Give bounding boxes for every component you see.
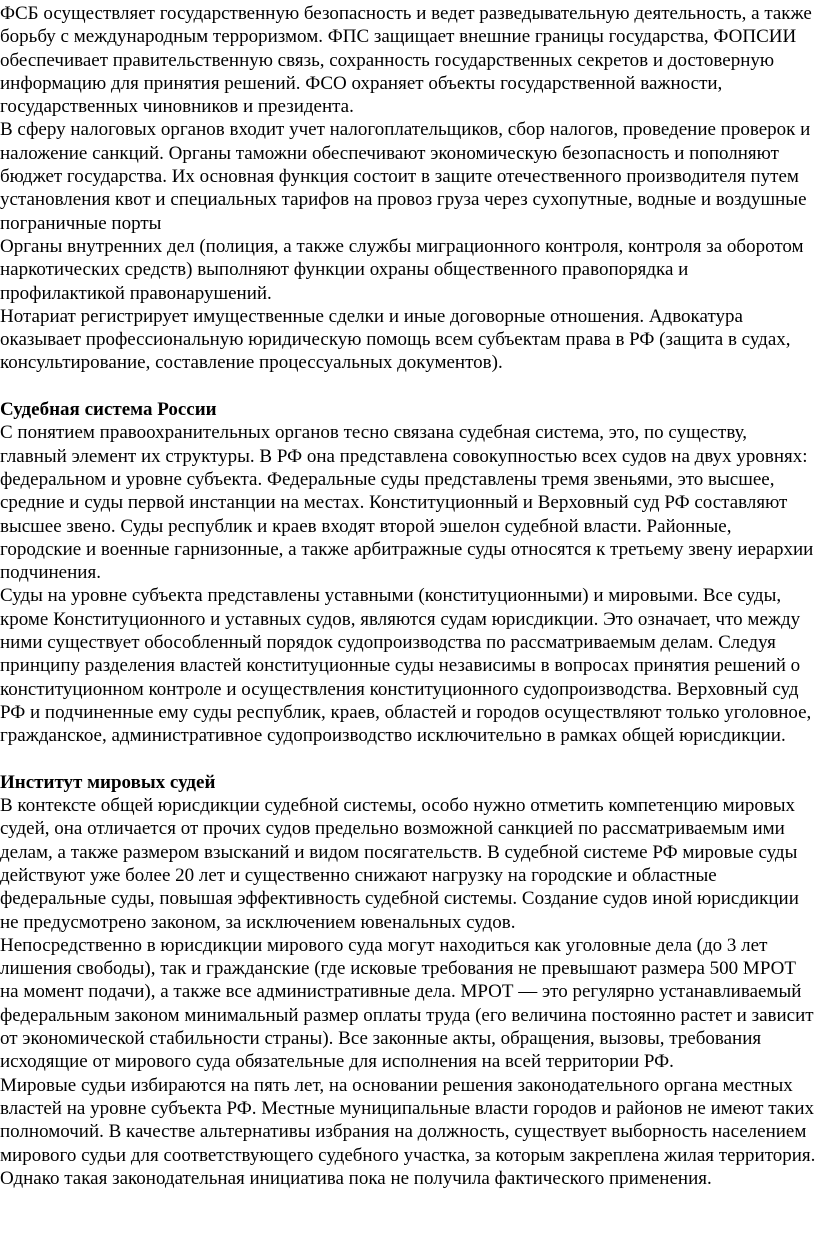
heading-magistrates: Институт мировых судей [0,771,216,793]
paragraph-internal-affairs: Органы внутренних дел (полиция, а также службы миграционного контроля, контроля за оборотом наркотических средств) выполняют функции охраны общественного правопорядка и профилактикой правонарушений. [0,235,804,304]
blank-line [0,375,816,398]
paragraph-court-structure: С понятием правоохранительных органов тесно связана судебная система, это, по существу, главный элемент их структуры. В РФ она представлена совокупностью всех судов на двух уровнях: федеральном и уровне субъекта. Федеральные суды представлены тремя звеньями, это высшее, средние и суды первой инстанции на местах. Конституционный и Верховный суд РФ составляют высшее звено. Суды республик и краев входят второй эшелон судебной власти. Районные, городские и военные гарнизонные, а также арбитражные суды относятся к третьему звену иерархии подчинения. [0,422,814,584]
paragraph-magistrate-election: Мировые судьи избираются на пять лет, на основании решения законодательного органа местных властей на уровне субъекта РФ. Местные муниципальные власти городов и районов не имеют таких полномочий. В качестве альтернативы избрания на должность, существует выборность населением мирового судьи для соответствующего судебного участка, за которым закреплена жилая территория. Однако такая законодательная инициатива пока не получила фактического применения. [0,1074,816,1189]
heading-judicial-system: Судебная система России [0,399,217,421]
blank-line [0,748,816,771]
paragraph-security-services: ФСБ осуществляет государственную безопасность и ведет разведывательную деятельность, а также борьбу с международным терроризмом. ФПС защищает внешние границы государства, ФОПСИИ обеспечивает правительственную связь, сохранность государственных секретов и достоверную информацию для принятия решений. ФСО охраняет объекты государственной важности, государственных чиновников и президента. [0,3,812,118]
paragraph-tax-customs: В сферу налоговых органов входит учет налогоплательщиков, сбор налогов, проведение проверок и наложение санкций. Органы таможни обеспечивают экономическую безопасность и пополняют бюджет государства. Их основная функция состоит в защите отечественного производителя путем установления квот и специальных тарифов на провоз груза через сухопутные, водные и воздушные пограничные порты [0,119,811,234]
paragraph-notary-advocacy: Нотариат регистрирует имущественные сделки и иные договорные отношения. Адвокатура оказывает профессиональную юридическую помощь всем субъектам права в РФ (защита в судах, консультирование, составление процессуальных документов). [0,305,791,374]
paragraph-magistrate-jurisdiction: Непосредственно в юрисдикции мирового суда могут находиться как уголовные дела (до 3 лет лишения свободы), так и гражданские (где исковые требования не превышают размера 500 МРОТ на момент подачи), а также все административные дела. МРОТ — это регулярно устанавливаемый федеральным законом минимальный размер оплаты труда (его величина постоянно растет и зависит от экономической стабильности страны). Все законные акты, обращения, вызовы, требования исходящие от мирового суда обязательные для исполнения на всей территории РФ. [0,934,814,1073]
paragraph-magistrate-competence: В контексте общей юрисдикции судебной системы, особо нужно отметить компетенцию мировых судей, она отличается от прочих судов предельно возможной санкцией по рассматриваемым ими делам, а также размером взысканий и видом посягательств. В судебной системе РФ мировые суды действуют уже более 20 лет и существенно снижают нагрузку на городские и областные федеральные суды, повышая эффективность судебной системы. Создание судов иной юрисдикции не предусмотрено законом, за исключением ювенальных судов. [0,795,799,933]
paragraph-subject-courts: Суды на уровне субъекта представлены уставными (конституционными) и мировыми. Все суды, кроме Конституционного и уставных судов, являются судам юрисдикции. Это означает, что между ними существует обособленный порядок судопроизводства по рассматриваемым делам. Следуя принципу разделения властей конституционные суды независимы в вопросах принятия решений о конституционном контроле и осуществления конституционного судопроизводства. Верховный суд РФ и подчиненные ему суды республик, краев, областей и городов осуществляют только уголовное, гражданское, административное судопроизводство исключительно в рамках общей юрисдикции. [0,585,812,747]
